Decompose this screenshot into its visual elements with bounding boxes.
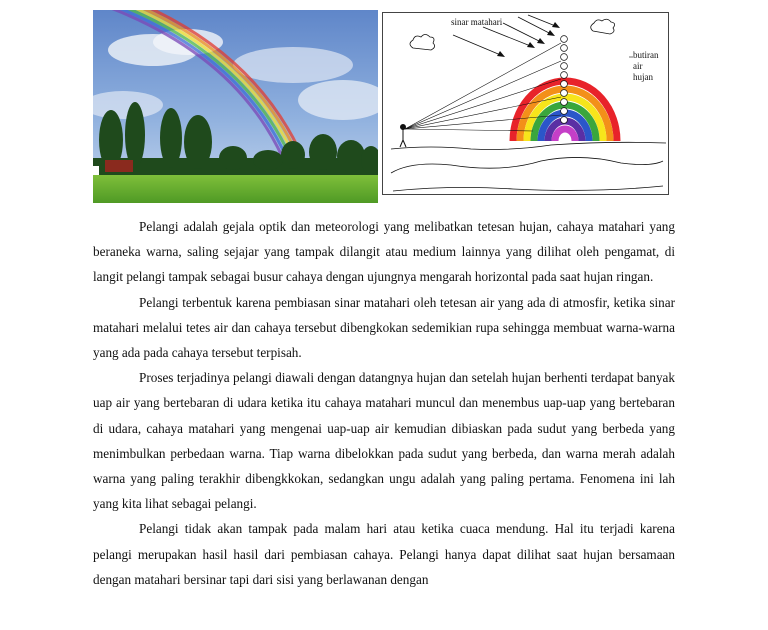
- article-body: [93, 214, 675, 592]
- rainbow-photo: [93, 10, 378, 203]
- paragraph-4: Pelangi tidak akan tampak pada malam hari atau ketika cuaca mendung. Hal itu terjadi karena pelangi merupakan hasil hasil dari pembiasan cahaya. Pelangi hanya dapat dilihat saat hujan bersamaan dengan matahari bersinar tapi dari sisi yang berlawanan dengan: [93, 521, 675, 587]
- paragraph-3: Proses terjadinya pelangi diawali dengan datangnya hujan dan setelah hujan berhenti terdapat banyak uap air yang bertebaran di udara ketika itu cahaya matahari muncul dan menembus uap-uap yang bertebaran di udara, cahaya matahari yang mengenai uap-uap air kemudian dibiaskan pada sudut yang berbeda yang menimbulkan perbedaan warna. Tiap warna dibelokkan pada sudut yang berbeda, dan warna merah adalah warna yang paling terakhir dibengkkokan, sedangkan ungu adalah yang paling pertama. Fenomena ini lah yang kita lihat sebagai pelangi.: [93, 370, 675, 512]
- droplets-label-3: hujan: [633, 72, 653, 82]
- paragraph-1: Pelangi adalah gejala optik dan meteorologi yang melibatkan tetesan hujan, cahaya matahari yang beraneka warna, saling sejajar yang tampak dilangit atau medium lainnya yang dilihat oleh pengamat, di langit pelangi tampak sebagai busur cahaya dengan ujungnya mengarah horizontal pada saat hujan ringan.: [93, 219, 675, 285]
- rainbow-formation-diagram: [382, 12, 669, 195]
- paragraph-2: Pelangi terbentuk karena pembiasan sinar matahari oleh tetesan air yang ada di atmosfir, ketika sinar matahari melalui tetes air dan cahaya tersebut dibengkokan sedemikian rupa sehingga membuat warna-warna yang ada pada cahaya tersebut terpisah.: [93, 294, 675, 361]
- droplets-label-1: butiran: [633, 50, 659, 60]
- droplets-label-2: air: [633, 61, 643, 71]
- sunlight-label: sinar matahari: [451, 17, 503, 27]
